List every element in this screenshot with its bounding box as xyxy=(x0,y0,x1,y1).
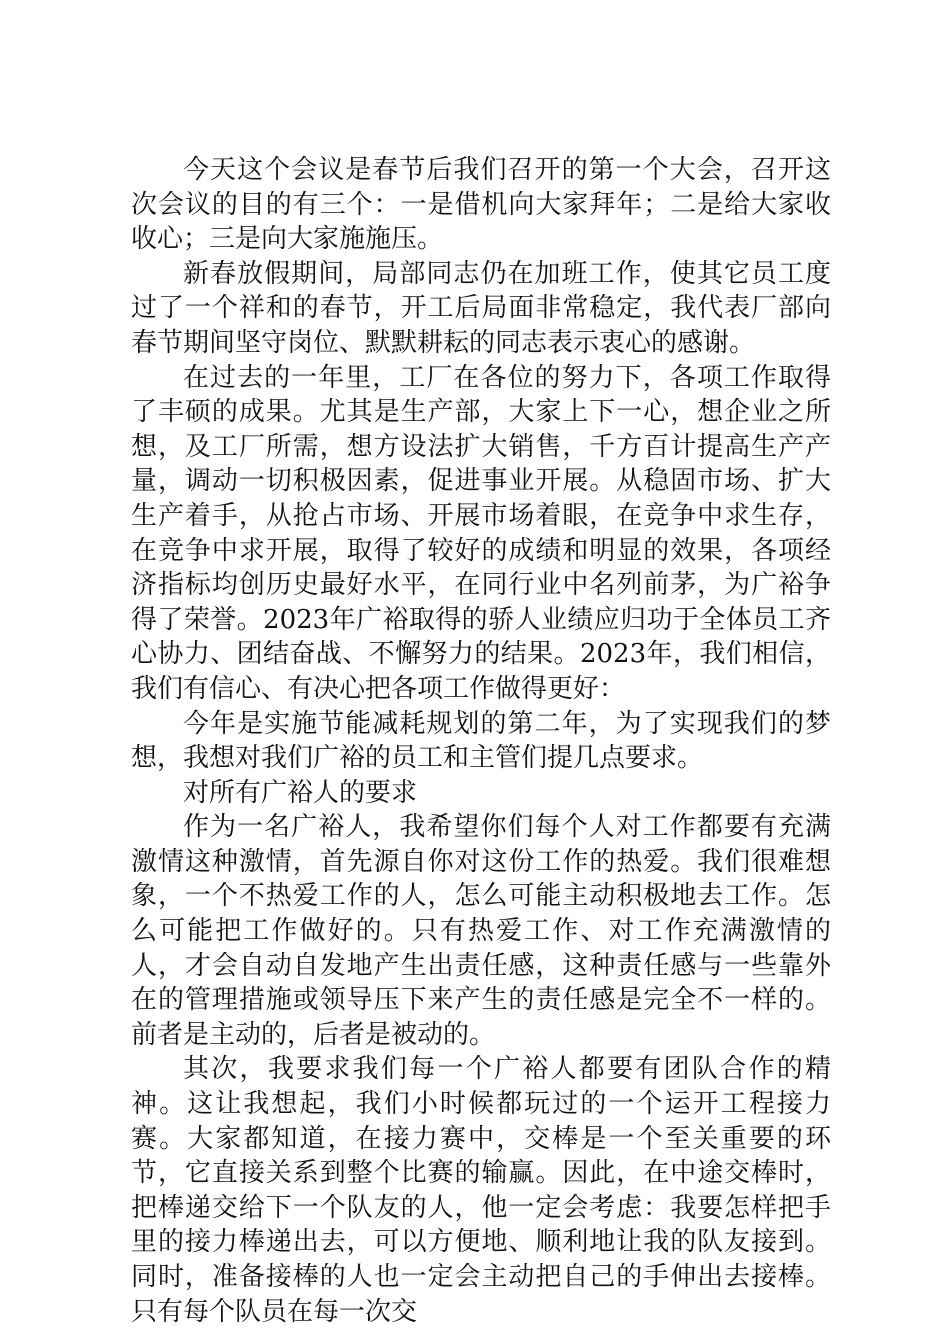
paragraph-teamwork: 其次，我要求我们每一个广裕人都要有团队合作的精神。这让我想起，我们小时候都玩过的一个运开工程接力赛。大家都知道，在接力赛中，交棒是一个至关重要的环节，它直接关系到整个比赛的输赢。因此，在中途交棒时，把棒递交给下一个队友的人，他一定会考虑：我要怎样把手里的接力棒递出去，可以方便地、顺利地让我的队友接到。同时，准备接棒的人也一定会主动把自己的手伸出去接棒。只有每个队员在每一次交 xyxy=(131,1054,831,1327)
paragraph-holiday-thanks: 新春放假期间，局部同志仍在加班工作，使其它员工度过了一个祥和的春节，开工后局面非常稳定，我代表厂部向春节期间坚守岗位、默默耕耘的同志表示衷心的感谢。 xyxy=(131,258,831,358)
document-body xyxy=(131,153,831,1329)
paragraph-greeting: 今天这个会议是春节后我们召开的第一个大会，召开这次会议的目的有三个：一是借机向大家拜年；二是给大家收收心；三是向大家施施压。 xyxy=(131,155,831,255)
paragraph-passion: 作为一名广裕人，我希望你们每个人对工作都要有充满激情这种激情，首先源自你对这份工作的热爱。我们很难想象，一个不热爱工作的人，怎么可能主动积极地去工作。怎么可能把工作做好的。只有热爱工作、对工作充满激情的人，才会自动自发地产生出责任感，这种责任感与一些靠外在的管理措施或领导压下来产生的责任感是完全不一样的。前者是主动的，后者是被动的。 xyxy=(131,812,831,1050)
section-heading-requirements: 对所有广裕人的要求 xyxy=(183,777,418,808)
paragraph-past-year: 在过去的一年里，工厂在各位的努力下，各项工作取得了丰硕的成果。尤其是生产部，大家上下一心，想企业之所想，及工厂所需，想方设法扩大销售，千方百计提高生产产量，调动一切积极因素，促进事业开展。从稳固市场、扩大生产着手，从抢占市场、开展市场着眼，在竞争中求生存，在竞争中求开展，取得了较好的成绩和明显的效果，各项经济指标均创历史最好水平，在同行业中名列前茅，为广裕争得了荣誉。2023年广裕取得的骄人业绩应归功于全体员工齐心协力、团结奋战、不懈努力的结果。2023年，我们相信，我们有信心、有决心把各项工作做得更好： xyxy=(131,362,831,704)
paragraph-this-year: 今年是实施节能减耗规划的第二年，为了实现我们的梦想，我想对我们广裕的员工和主管们提几点要求。 xyxy=(131,708,831,774)
